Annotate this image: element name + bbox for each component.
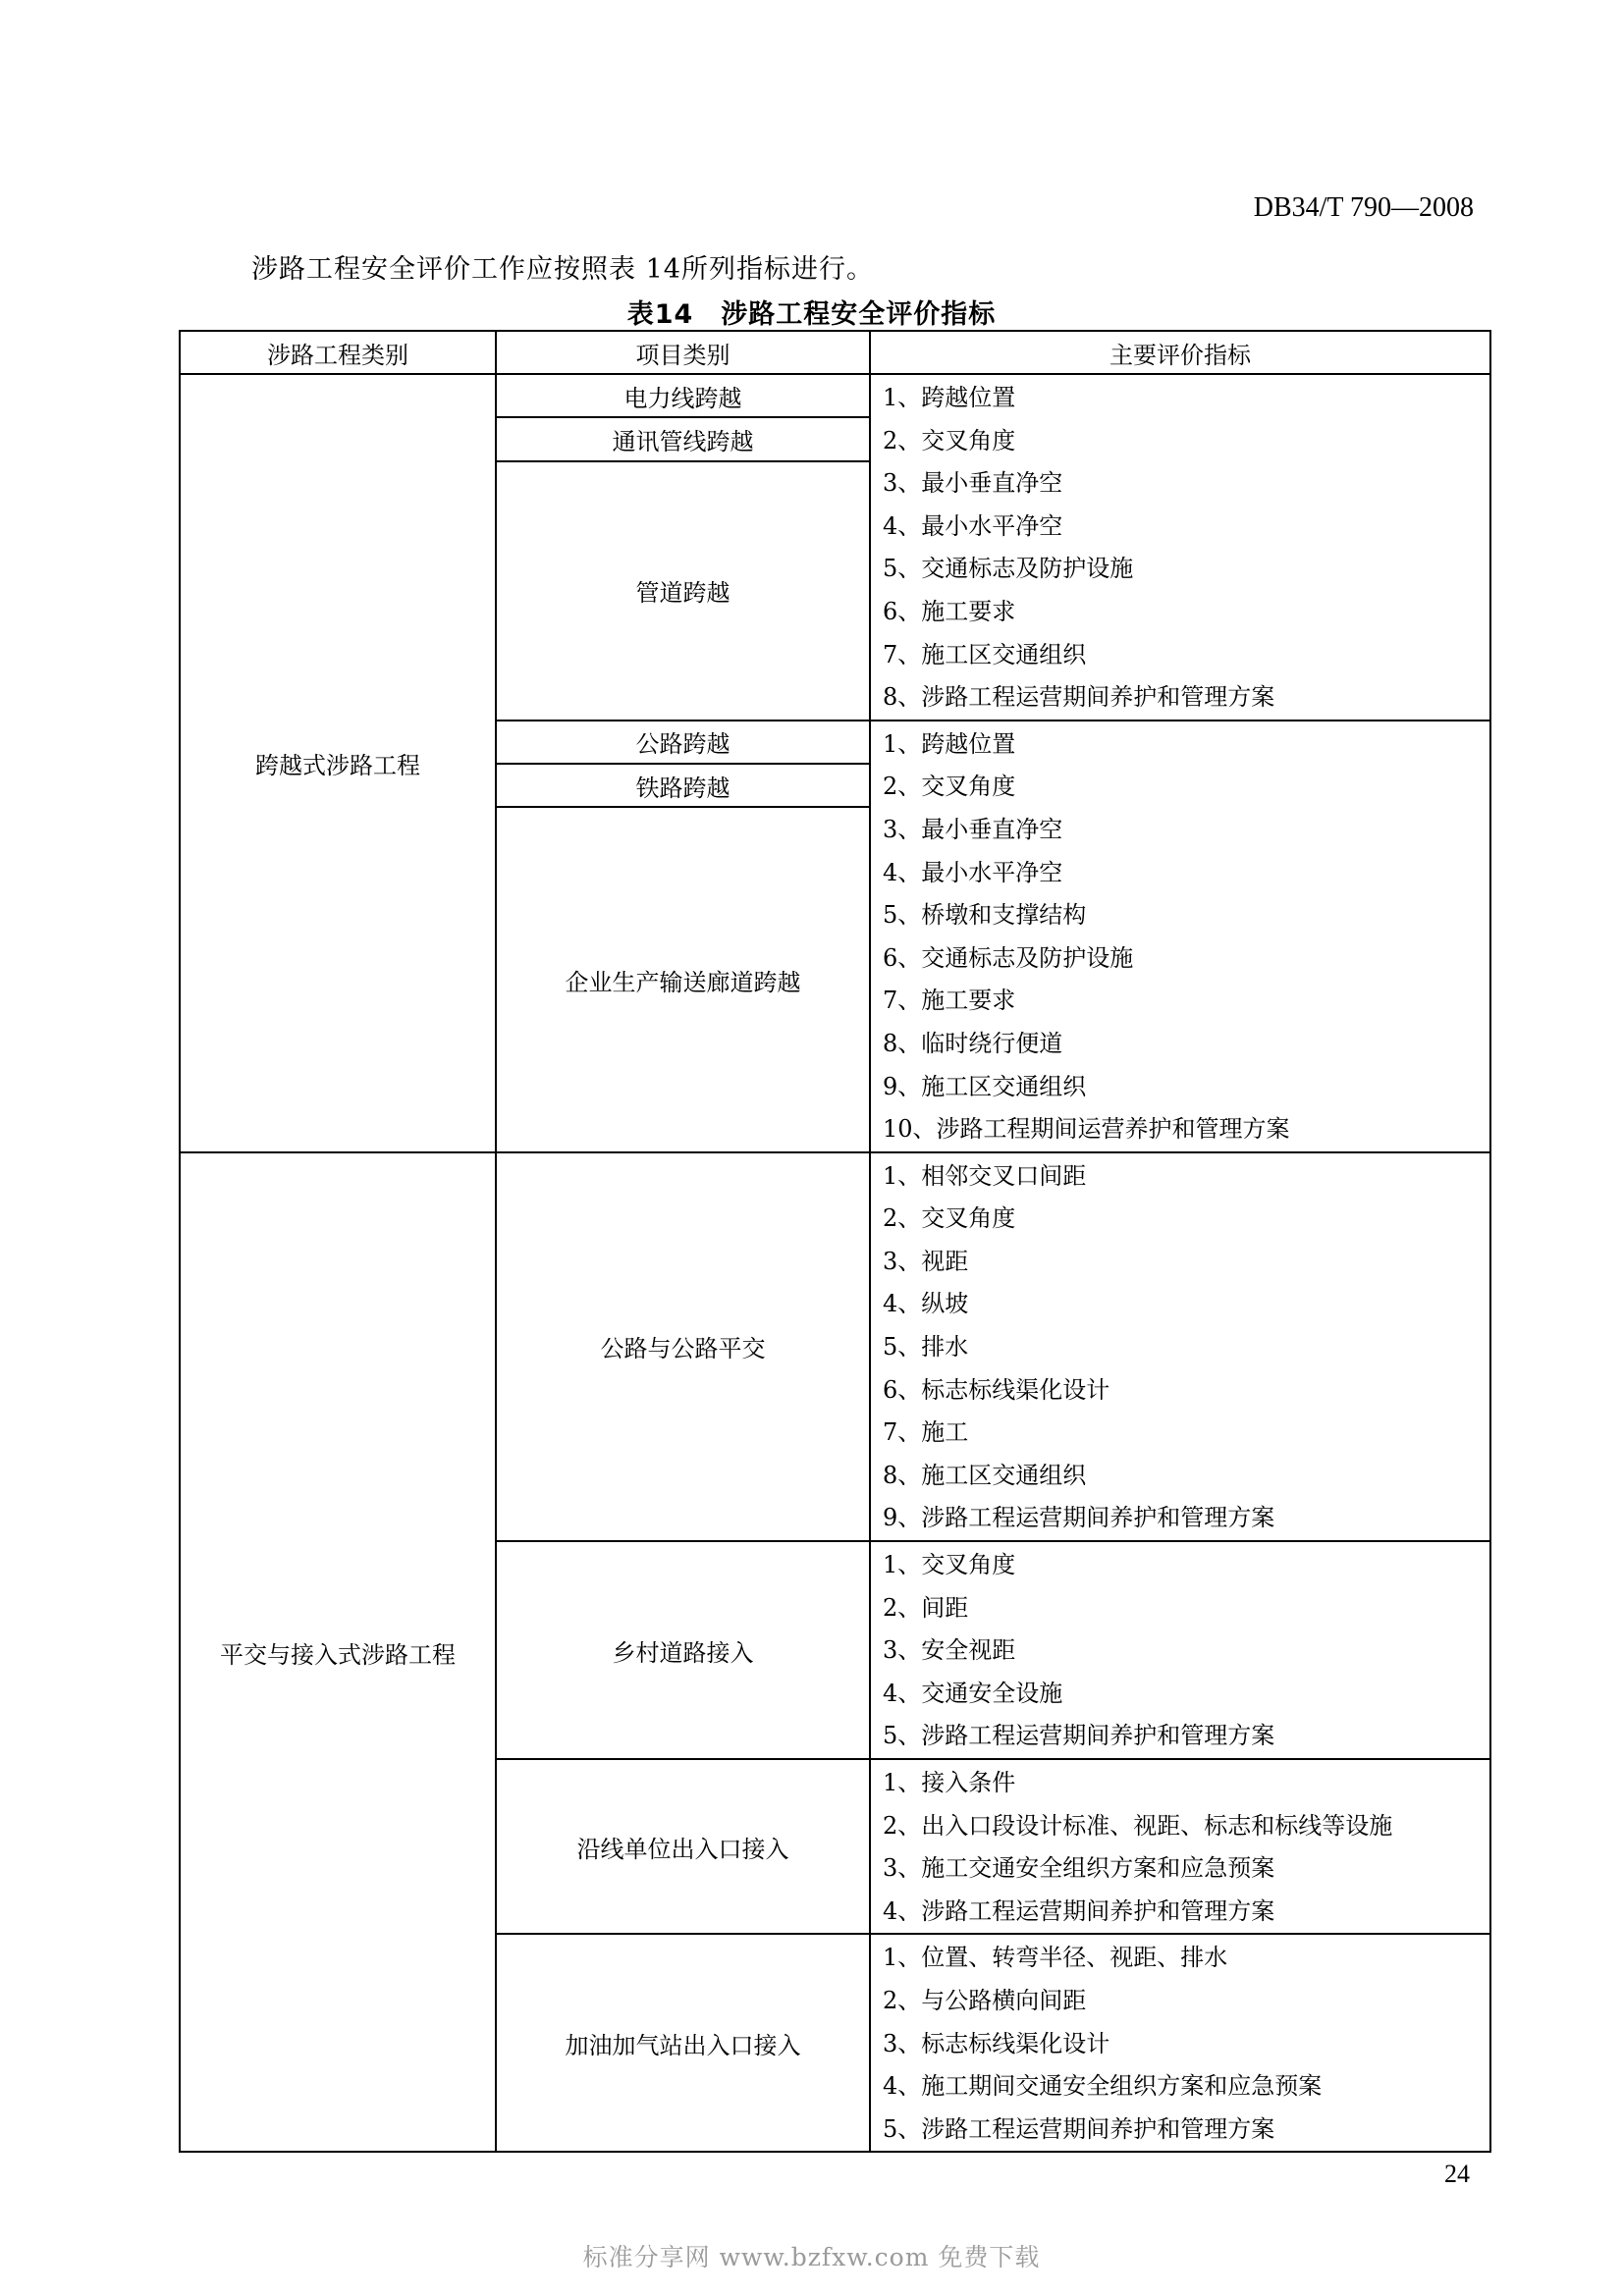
indicator-item: 9、施工区交通组织: [883, 1072, 1087, 1100]
indicator-item: 3、最小垂直净空: [883, 469, 1063, 498]
column-header-project: 项目类别: [496, 331, 870, 374]
table-row: [180, 1152, 1490, 1541]
indicator-item: 8、临时绕行便道: [883, 1029, 1063, 1057]
column-header-indicators: 主要评价指标: [870, 331, 1490, 374]
indicator-item: 4、最小水平净空: [883, 858, 1063, 886]
category-cell: 跨越式涉路工程: [180, 374, 496, 1152]
table-header-row: [180, 331, 1490, 374]
indicator-item: 1、接入条件: [883, 1769, 1016, 1796]
indicator-item: 4、最小水平净空: [883, 511, 1063, 540]
indicator-item: 6、标志标线渠化设计: [883, 1375, 1110, 1404]
indicator-cell: [870, 721, 1490, 1152]
indicator-item: 8、施工区交通组织: [883, 1461, 1087, 1489]
indicator-cell: [870, 1541, 1490, 1759]
indicator-item: 3、施工交通安全组织方案和应急预案: [883, 1854, 1275, 1883]
project-cell: 电力线跨越: [496, 374, 870, 417]
watermark-text: 标准分享网 www.bzfxw.com 免费下载: [582, 2243, 1041, 2271]
indicator-item: 3、标志标线渠化设计: [883, 2029, 1110, 2057]
indicator-item: 7、施工: [883, 1418, 969, 1447]
project-cell: 通讯管线跨越: [496, 417, 870, 460]
indicator-item: 8、涉路工程运营期间养护和管理方案: [883, 683, 1275, 712]
indicator-item: 2、交叉角度: [883, 773, 1016, 801]
table-row: [180, 374, 1490, 417]
table-caption: 表14 涉路工程安全评价指标: [626, 299, 997, 330]
project-cell: 企业生产输送廊道跨越: [496, 807, 870, 1151]
indicator-item: 1、位置、转弯半径、视距、排水: [883, 1944, 1228, 1972]
indicator-item: 4、施工期间交通安全组织方案和应急预案: [883, 2072, 1323, 2101]
indicator-item: 1、跨越位置: [883, 729, 1016, 758]
indicator-cell: [870, 1152, 1490, 1541]
project-cell: 沿线单位出入口接入: [496, 1759, 870, 1934]
page-number: 24: [1444, 2160, 1470, 2188]
indicator-item: 1、交叉角度: [883, 1551, 1016, 1579]
indicator-item: 5、涉路工程运营期间养护和管理方案: [883, 1722, 1275, 1750]
indicator-item: 2、交叉角度: [883, 1204, 1016, 1233]
indicator-item: 6、施工要求: [883, 597, 1016, 625]
project-cell: 公路与公路平交: [496, 1152, 870, 1541]
project-cell: 乡村道路接入: [496, 1541, 870, 1759]
indicator-item: 1、跨越位置: [883, 384, 1016, 411]
indicator-item: 7、施工要求: [883, 987, 1016, 1015]
document-code: DB34/T 790—2008: [1253, 192, 1474, 223]
project-cell: 管道跨越: [496, 461, 870, 721]
indicator-item: 5、交通标志及防护设施: [883, 555, 1134, 583]
indicator-item: 2、出入口段设计标准、视距、标志和标线等设施: [883, 1811, 1393, 1840]
indicator-item: 5、排水: [883, 1333, 969, 1362]
indicator-item: 7、施工区交通组织: [883, 640, 1087, 668]
evaluation-indicator-table: [179, 330, 1491, 2153]
indicator-item: 3、视距: [883, 1247, 969, 1275]
indicator-item: 6、交通标志及防护设施: [883, 943, 1134, 972]
indicator-item: 2、交叉角度: [883, 426, 1016, 454]
intro-paragraph: 涉路工程安全评价工作应按照表 14所列指标进行。: [251, 254, 874, 285]
indicator-cell: [870, 1934, 1490, 2152]
indicator-item: 2、与公路横向间距: [883, 1986, 1087, 2014]
indicator-item: 5、桥墩和支撑结构: [883, 901, 1087, 930]
indicator-item: 4、交通安全设施: [883, 1679, 1063, 1707]
project-cell: 铁路跨越: [496, 764, 870, 807]
indicator-item: 1、相邻交叉口间距: [883, 1161, 1087, 1190]
indicator-item: 3、最小垂直净空: [883, 815, 1063, 843]
indicator-item: 3、安全视距: [883, 1636, 1016, 1665]
indicator-item: 5、涉路工程运营期间养护和管理方案: [883, 2114, 1275, 2143]
column-header-category: 涉路工程类别: [180, 331, 496, 374]
project-cell: 公路跨越: [496, 721, 870, 764]
indicator-item: 10、涉路工程期间运营养护和管理方案: [883, 1115, 1290, 1144]
indicator-item: 4、纵坡: [883, 1290, 969, 1318]
indicator-item: 4、涉路工程运营期间养护和管理方案: [883, 1896, 1275, 1925]
project-cell: 加油加气站出入口接入: [496, 1934, 870, 2152]
category-cell: 平交与接入式涉路工程: [180, 1152, 496, 2153]
indicator-cell: [870, 1759, 1490, 1934]
indicator-item: 2、间距: [883, 1593, 969, 1622]
indicator-item: 9、涉路工程运营期间养护和管理方案: [883, 1504, 1275, 1532]
indicator-cell: [870, 374, 1490, 721]
